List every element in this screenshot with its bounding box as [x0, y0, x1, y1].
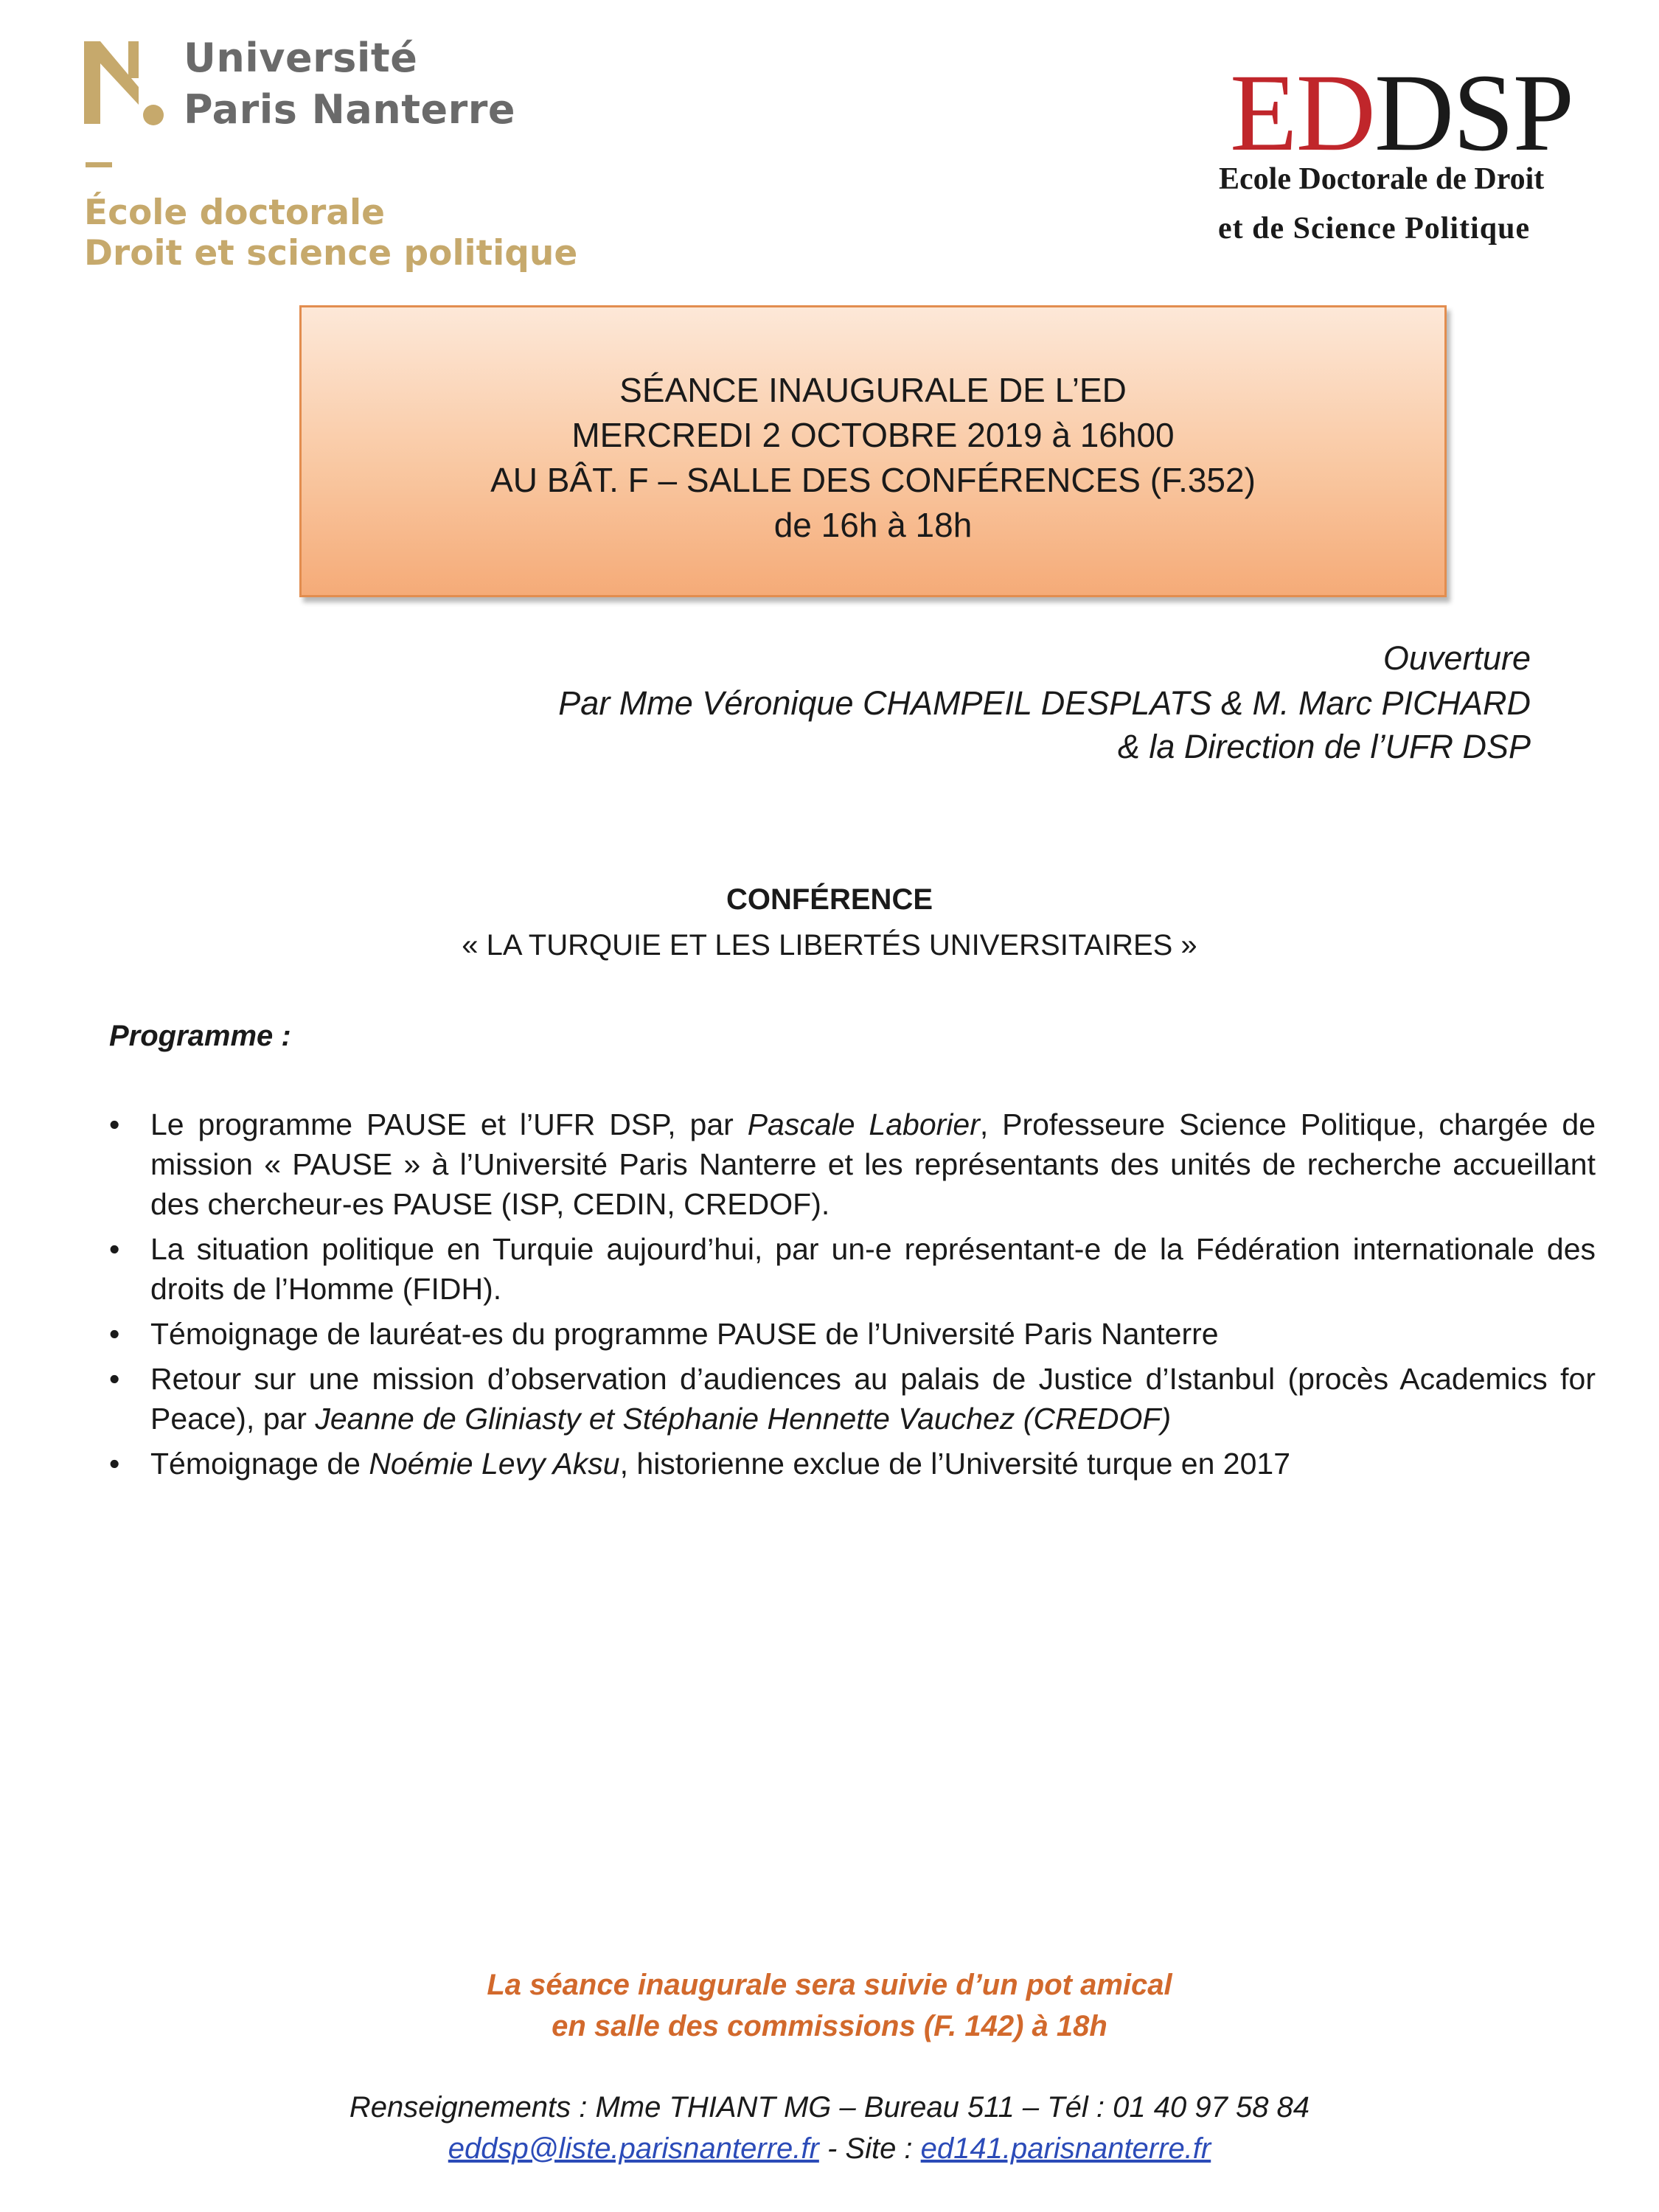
list-item — [109, 1444, 1596, 1484]
conference-heading: CONFÉRENCE — [726, 883, 933, 916]
conference-title: « LA TURQUIE ET LES LIBERTÉS UNIVERSITAIRES » — [462, 929, 1197, 961]
announcement-date: MERCREDI 2 OCTOBRE 2019 à 16h00 — [571, 416, 1175, 454]
item-speaker: Jeanne de Gliniasty et Stéphanie Hennette Vauchez (CREDOF) — [315, 1402, 1172, 1436]
item-text: Témoignage de lauréat-es du programme PAUSE de l’Université Paris Nanterre — [150, 1317, 1219, 1351]
contact-links — [0, 2134, 1659, 2163]
announcement-box — [299, 305, 1447, 597]
announcement-title: SÉANCE INAUGURALE DE L’ED — [619, 371, 1127, 409]
eddsp-subtitle-line1: Ecole Doctorale de Droit — [1219, 162, 1545, 196]
doctoral-school-line2: Droit et science politique — [84, 233, 578, 274]
programme-list — [109, 1105, 1596, 1489]
website-link[interactable]: ed141.parisnanterre.fr — [920, 2132, 1211, 2165]
bullet: • — [109, 1317, 120, 1351]
list-item — [109, 1105, 1596, 1224]
bullet: • — [109, 1362, 120, 1396]
item-text: Témoignage de — [150, 1447, 369, 1481]
opening-speakers: Par Mme Véronique CHAMPEIL DESPLATS & M. Marc PICHARD — [558, 684, 1531, 722]
university-name-line1: Université — [184, 35, 418, 81]
list-item — [109, 1314, 1596, 1354]
bullet: • — [109, 1107, 120, 1141]
list-item — [109, 1229, 1596, 1309]
reception-note-line1: La séance inaugurale sera suivie d’un pot amical — [487, 1969, 1172, 2001]
university-name-line2: Paris Nanterre — [184, 86, 516, 133]
eddsp-logo-red-part: ED — [1230, 52, 1374, 174]
programme-heading: Programme : — [109, 1020, 291, 1052]
opening-label: Ouverture — [1382, 639, 1531, 677]
bullet: • — [109, 1447, 120, 1481]
eddsp-subtitle-line2: et de Science Politique — [1218, 212, 1531, 246]
item-text: La situation politique en Turquie aujourd’hui, par un-e représentant-e de la Fédération internationale des droits de l’Homme (FIDH). — [150, 1232, 1596, 1306]
announcement-time: de 16h à 18h — [773, 506, 973, 544]
bullet: • — [109, 1232, 120, 1266]
universite-paris-nanterre-logo — [84, 35, 541, 186]
item-text-end: , Professeure Science Politique, chargée de mission « PAUSE » à l’Université Paris Nanterre et les représentants des unités de recherche accueillant des chercheur-es PAUSE (ISP, CEDIN, CREDOF). — [150, 1107, 1596, 1221]
item-speaker: Pascale Laborier — [747, 1107, 980, 1141]
nanterre-logo-mark-icon — [84, 41, 165, 130]
reception-note-line2: en salle des commissions (F. 142) à 18h — [552, 2010, 1107, 2042]
email-link[interactable]: eddsp@liste.parisnanterre.fr — [448, 2132, 819, 2165]
eddsp-logo — [1230, 52, 1573, 174]
item-text: Le programme PAUSE et l’UFR DSP, par — [150, 1107, 748, 1141]
item-text: Retour sur une mission d’observation d’audiences au palais de Justice d’Istanbul (procès Academics for Peace), par — [150, 1362, 1596, 1436]
doctoral-school-line1: École doctorale — [84, 192, 386, 233]
eddsp-logo-black-part: DSP — [1374, 52, 1573, 174]
opening-direction: & la Direction de l’UFR DSP — [1117, 728, 1531, 765]
logo-divider — [86, 162, 112, 167]
announcement-location: AU BÂT. F – SALLE DES CONFÉRENCES (F.352) — [490, 461, 1256, 499]
list-item — [109, 1359, 1596, 1439]
item-speaker: Noémie Levy Aksu — [369, 1447, 620, 1481]
contact-info: Renseignements : Mme THIANT MG – Bureau 511 – Tél : 01 40 97 58 84 — [349, 2091, 1310, 2124]
site-separator: - Site : — [818, 2132, 921, 2165]
item-text-end: , historienne exclue de l’Université turque en 2017 — [619, 1447, 1290, 1481]
